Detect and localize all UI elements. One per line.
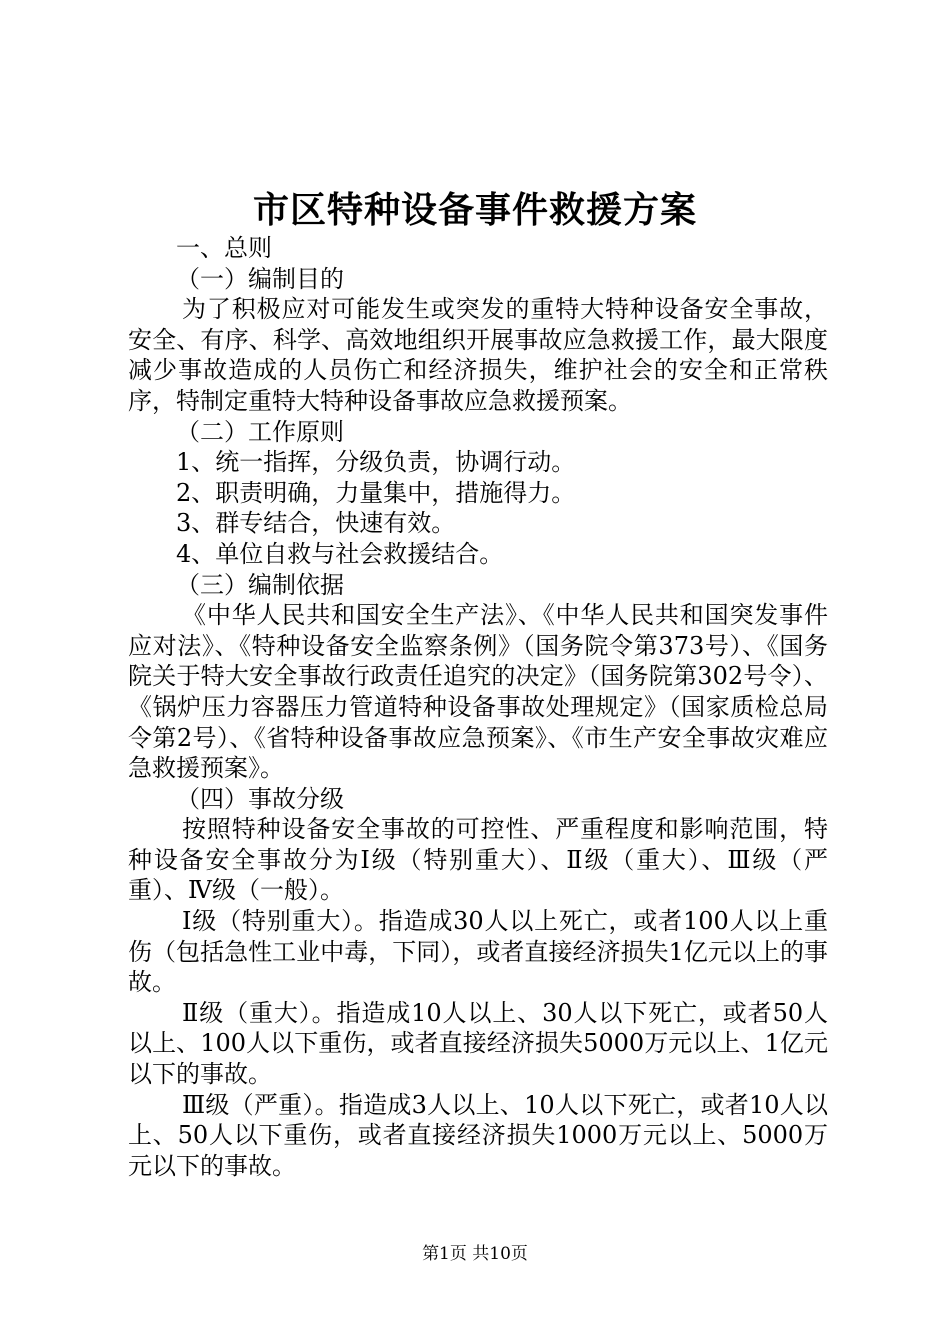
subsection-heading-purpose: （一）编制目的 bbox=[176, 264, 344, 293]
subsection-heading-classification: （四）事故分级 bbox=[176, 784, 344, 813]
principle-item-2: 2、职责明确，力量集中，措施得力。 bbox=[176, 478, 576, 507]
paragraph-basis: 《中华人民共和国安全生产法》、《中华人民共和国突发事件应对法》、《特种设备安全监察条例》（国务院令第373号）、《国务院关于特大安全事故行政责任追究的决定》（国务院第302号令）、《锅炉压力容器压力管道特种设备事故处理规定》（国家质检总局令第2号）、《省特种设备事故应急预案》、《市生产安全事故灾难应急救援预案》。 bbox=[128, 601, 828, 783]
paragraph-level-3: Ⅲ级（严重）。指造成3人以上、10人以下死亡，或者10人以上、50人以下重伤，或者直接经济损失1000万元以上、5000万元以下的事故。 bbox=[128, 1090, 828, 1180]
paragraph-purpose: 为了积极应对可能发生或突发的重特大特种设备安全事故，安全、有序、科学、高效地组织开展事故应急救援工作，最大限度减少事故造成的人员伤亡和经济损失，维护社会的安全和正常秩序，特制定重特大特种设备事故应急救援预案。 bbox=[128, 295, 828, 415]
document-body bbox=[128, 233, 828, 1181]
principle-item-4: 4、单位自救与社会救援结合。 bbox=[176, 539, 504, 568]
principle-item-1: 1、统一指挥，分级负责，协调行动。 bbox=[176, 448, 576, 477]
section-heading-general: 一、总则 bbox=[176, 234, 272, 262]
paragraph-classification: 按照特种设备安全事故的可控性、严重程度和影响范围，特种设备安全事故分为Ⅰ级（特别重大）、Ⅱ级（重大）、Ⅲ级（严重）、Ⅳ级（一般）。 bbox=[128, 815, 828, 905]
document-title: 市区特种设备事件救援方案 bbox=[252, 189, 697, 231]
principle-item-3: 3、群专结合，快速有效。 bbox=[176, 509, 456, 538]
page-footer: 第1页 共10页 bbox=[422, 1244, 528, 1264]
paragraph-level-1: Ⅰ级（特别重大）。指造成30人以上死亡，或者100人以上重伤（包括急性工业中毒，下同），或者直接经济损失1亿元以上的事故。 bbox=[128, 907, 828, 997]
subsection-heading-basis: （三）编制依据 bbox=[176, 570, 344, 599]
paragraph-level-2: Ⅱ级（重大）。指造成10人以上、30人以下死亡，或者50人以上、100人以下重伤，或者直接经济损失5000万元以上、1亿元以下的事故。 bbox=[128, 998, 828, 1089]
subsection-heading-principles: （二）工作原则 bbox=[176, 417, 344, 446]
